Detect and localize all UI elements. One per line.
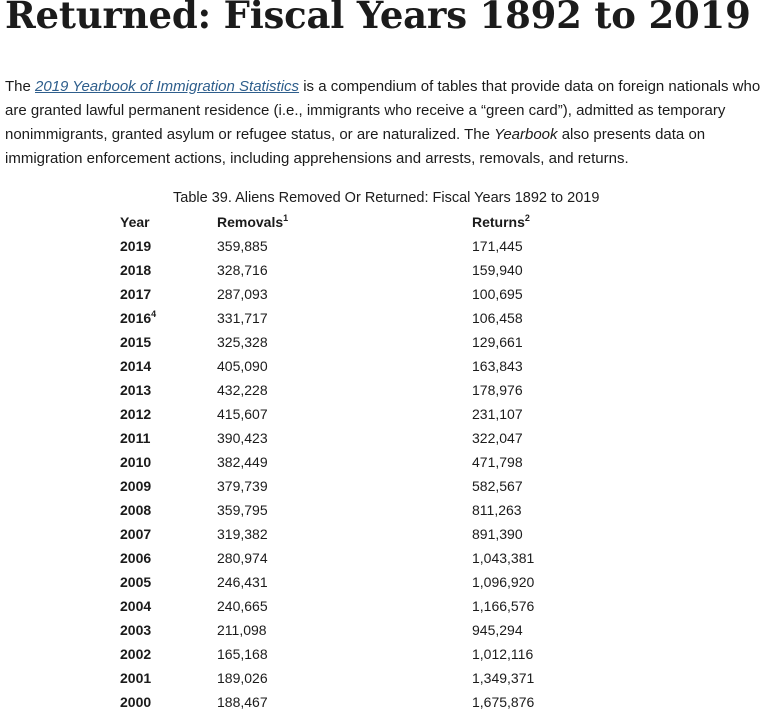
- returns-footnote-marker: 2: [524, 213, 530, 223]
- returns-cell: 178,976: [472, 382, 523, 398]
- year-value: 2001: [120, 670, 152, 686]
- table-row: [120, 498, 622, 522]
- year-cell: [120, 618, 217, 642]
- year-cell: [120, 330, 217, 354]
- returns-cell: 1,675,876: [472, 694, 535, 710]
- year-cell: [120, 426, 217, 450]
- year-value: 2003: [120, 622, 152, 638]
- returns-column-header: [472, 210, 622, 234]
- intro-text-end: also presents data on immigration enforcement actions, including apprehensions and arrests, removals, and returns.: [5, 126, 706, 167]
- table-row: [120, 306, 622, 330]
- removals-cell: 405,090: [217, 358, 268, 374]
- table-caption: Table 39. Aliens Removed Or Returned: Fiscal Years 1892 to 2019: [173, 190, 600, 206]
- removals-cell: 165,168: [217, 646, 268, 662]
- year-value: 2008: [120, 502, 152, 518]
- year-footnote-marker: 4: [151, 309, 157, 319]
- table-row: [120, 354, 622, 378]
- returns-cell: 1,096,920: [472, 574, 535, 590]
- year-cell: [120, 378, 217, 402]
- year-cell: [120, 282, 217, 306]
- intro-paragraph: [5, 75, 767, 171]
- page-heading: Returned: Fiscal Years 1892 to 2019: [5, 0, 751, 37]
- table-row: [120, 258, 622, 282]
- returns-cell: 1,012,116: [472, 646, 534, 662]
- table-row: [120, 474, 622, 498]
- removals-cell: 432,228: [217, 382, 268, 398]
- returns-cell: 106,458: [472, 310, 523, 326]
- year-cell: [120, 594, 217, 618]
- year-cell: [120, 258, 217, 282]
- table-row: [120, 666, 622, 690]
- table-row: [120, 522, 622, 546]
- yearbook-link[interactable]: 2019 Yearbook of Immigration Statistics: [35, 78, 300, 95]
- removals-cell: 359,795: [217, 502, 268, 518]
- table-row: [120, 402, 622, 426]
- year-value: 2009: [120, 478, 152, 494]
- returns-cell: 891,390: [472, 526, 523, 542]
- year-value: 2004: [120, 598, 152, 614]
- returns-cell: 582,567: [472, 478, 523, 494]
- returns-cell: 159,940: [472, 262, 523, 278]
- year-value: 2014: [120, 358, 152, 374]
- table-row: [120, 546, 622, 570]
- table-row: [120, 378, 622, 402]
- year-value: 2011: [120, 430, 151, 446]
- table-body: [120, 234, 622, 714]
- removals-cell: 328,716: [217, 262, 268, 278]
- year-cell: [120, 570, 217, 594]
- year-value: 2005: [120, 574, 152, 590]
- table-header-row: [120, 210, 622, 234]
- year-value: 2006: [120, 550, 152, 566]
- returns-cell: 163,843: [472, 358, 523, 374]
- removals-cell: 246,431: [217, 574, 268, 590]
- returns-cell: 811,263: [472, 502, 522, 518]
- table-row: [120, 570, 622, 594]
- removals-column-header: [217, 210, 472, 234]
- year-value: 2000: [120, 694, 152, 710]
- removals-returns-table: [120, 210, 622, 714]
- year-cell: [120, 666, 217, 690]
- removals-header-label: Removals: [217, 214, 284, 230]
- intro-text-middle: is a compendium of tables that provide data on foreign nationals who are granted lawful permanent residence (i.e., immigrants who receive a “green card”), admitted as temporary nonimmigrants, granted asylum or refugee status, or are naturalized. The: [5, 78, 761, 143]
- year-cell: [120, 354, 217, 378]
- table-row: [120, 618, 622, 642]
- removals-cell: 359,885: [217, 238, 268, 254]
- year-cell: [120, 474, 217, 498]
- year-cell: [120, 450, 217, 474]
- removals-cell: 382,449: [217, 454, 268, 470]
- removals-cell: 189,026: [217, 670, 268, 686]
- removals-cell: 211,098: [217, 622, 267, 638]
- year-value: 2019: [120, 238, 152, 254]
- returns-cell: 231,107: [472, 406, 523, 422]
- removals-cell: 280,974: [217, 550, 268, 566]
- table-row: [120, 642, 622, 666]
- returns-cell: 129,661: [472, 334, 523, 350]
- year-value: 2007: [120, 526, 152, 542]
- removals-cell: 331,717: [217, 310, 268, 326]
- returns-cell: 171,445: [472, 238, 523, 254]
- table-row: [120, 234, 622, 258]
- returns-cell: 945,294: [472, 622, 523, 638]
- year-column-header: [120, 210, 217, 234]
- year-value: 2010: [120, 454, 152, 470]
- table-row: [120, 282, 622, 306]
- removals-cell: 415,607: [217, 406, 268, 422]
- returns-cell: 1,043,381: [472, 550, 535, 566]
- removals-cell: 319,382: [217, 526, 268, 542]
- table-row: [120, 330, 622, 354]
- returns-header-label: Returns: [472, 214, 525, 230]
- year-value: 2002: [120, 646, 152, 662]
- removals-cell: 240,665: [217, 598, 268, 614]
- year-cell: [120, 234, 217, 258]
- year-value: 2018: [120, 262, 152, 278]
- returns-cell: 322,047: [472, 430, 523, 446]
- year-cell: [120, 522, 217, 546]
- year-value: 2013: [120, 382, 152, 398]
- year-cell: [120, 642, 217, 666]
- removals-cell: 325,328: [217, 334, 268, 350]
- intro-text-start: The: [5, 78, 36, 95]
- removals-cell: 379,739: [217, 478, 268, 494]
- returns-cell: 471,798: [472, 454, 523, 470]
- removals-footnote-marker: 1: [283, 213, 289, 223]
- returns-cell: 100,695: [472, 286, 523, 302]
- removals-cell: 188,467: [217, 694, 268, 710]
- year-value: 2012: [120, 406, 152, 422]
- removals-cell: 390,423: [217, 430, 268, 446]
- year-cell: [120, 690, 217, 714]
- year-cell: [120, 546, 217, 570]
- removals-cell: 287,093: [217, 286, 268, 302]
- table-row: [120, 594, 622, 618]
- returns-cell: 1,349,371: [472, 670, 535, 686]
- year-cell: [120, 402, 217, 426]
- table-row: [120, 450, 622, 474]
- yearbook-emphasis: Yearbook: [494, 126, 558, 143]
- year-value: 2015: [120, 334, 152, 350]
- table-row: [120, 690, 622, 714]
- year-value: 2016: [120, 310, 152, 326]
- year-header-label: Year: [120, 214, 150, 230]
- returns-cell: 1,166,576: [472, 598, 535, 614]
- table-row: [120, 426, 622, 450]
- year-value: 2017: [120, 286, 152, 302]
- year-cell: [120, 306, 217, 330]
- year-cell: [120, 498, 217, 522]
